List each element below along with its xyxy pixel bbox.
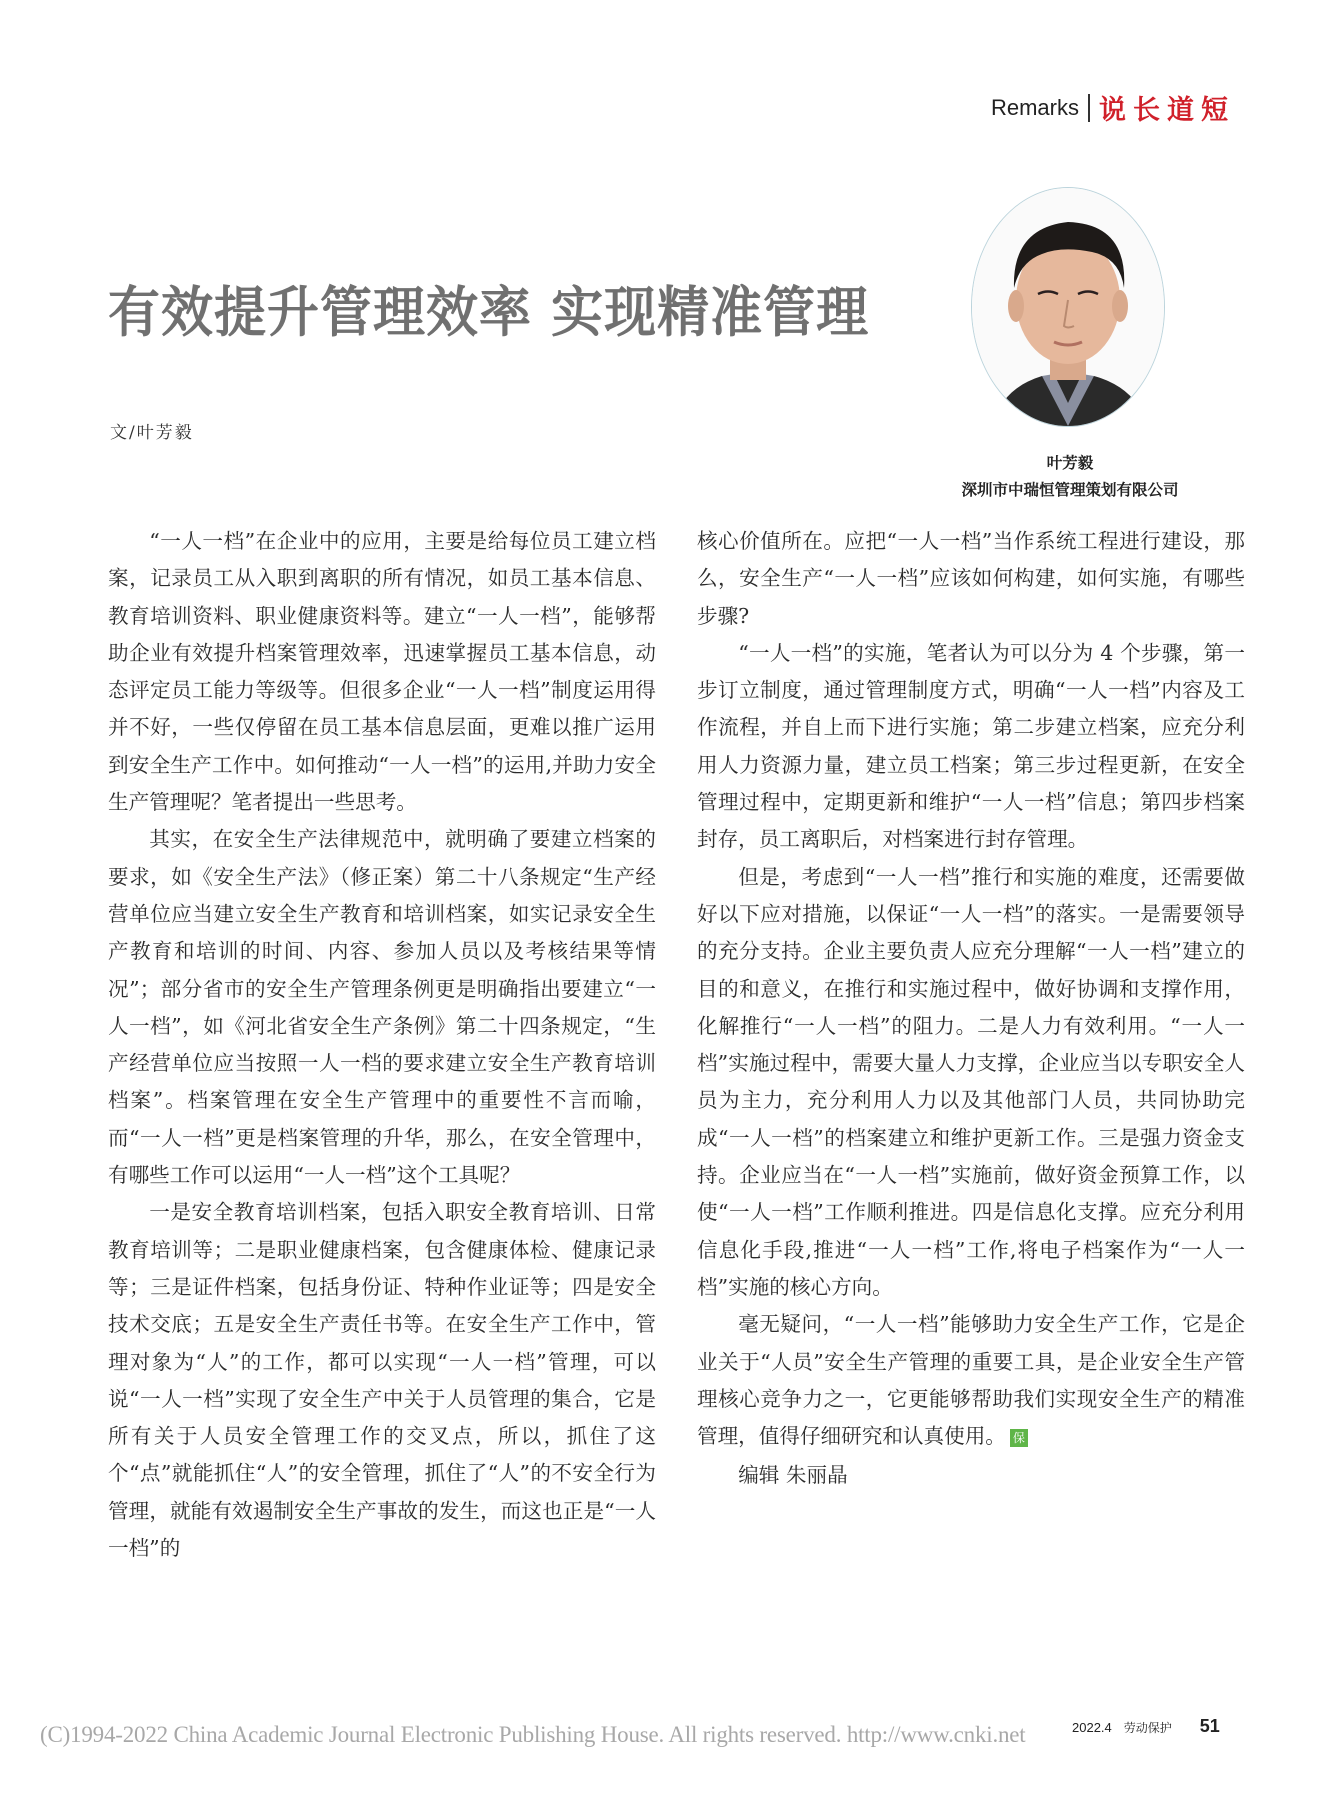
end-mark-icon: 保	[1010, 1429, 1028, 1447]
page-folio	[1072, 1716, 1220, 1737]
article-left-column	[108, 523, 656, 1567]
article-title: 有效提升管理效率 实现精准管理	[108, 281, 870, 345]
section-divider	[1088, 94, 1090, 122]
paragraph: 但是，考虑到“一人一档”推行和实施的难度，还需要做好以下应对措施，以保证“一人一档”的落实。一是需要领导的充分支持。企业主要负责人应充分理解“一人一档”建立的目的和意义，在推行和实施过程中，做好协调和支撑作用，化解推行“一人一档”的阻力。二是人力有效利用。“一人一档”实施过程中，需要大量人力支撑，企业应当以专职安全人员为主力，充分利用人力以及其他部门人员，共同协助完成“一人一档”的档案建立和维护更新工作。三是强力资金支持。企业应当在“一人一档”实施前，做好资金预算工作，以使“一人一档”工作顺利推进。四是信息化支撑。应充分利用信息化手段,推进“一人一档”工作,将电子档案作为“一人一档”实施的核心方向。	[697, 864, 1245, 1299]
section-label-en: Remarks	[990, 94, 1079, 120]
author-name: 叶芳毅	[1046, 454, 1094, 472]
paragraph-continuation: 核心价值所在。应把“一人一档”当作系统工程进行建设，那么，安全生产“一人一档”应该如何构建，如何实施，有哪些步骤?	[697, 529, 1245, 628]
paragraph-closing	[697, 1306, 1245, 1455]
section-label-zh: 说长道短	[1099, 95, 1235, 126]
author-caption	[920, 450, 1220, 504]
page-number: 51	[1199, 1716, 1220, 1736]
author-photo	[971, 187, 1165, 427]
closing-text: 毫无疑问，“一人一档”能够助力安全生产工作，它是企业关于“人员”安全生产管理的重要工具，是企业安全生产管理核心竞争力之一，它更能够帮助我们实现安全生产的精准管理，值得仔细研究和认真使用。	[697, 1312, 1245, 1449]
byline: 文/叶芳毅	[110, 423, 194, 443]
paragraph: 其实，在安全生产法律规范中，就明确了要建立档案的要求，如《安全生产法》（修正案）第二十八条规定“生产经营单位应当建立安全生产教育和培训档案，如实记录安全生产教育和培训的时间、内容、参加人员以及考核结果等情况”；部分省市的安全生产管理条例更是明确指出要建立“一人一档”，如《河北省安全生产条例》第二十四条规定，“生产经营单位应当按照一人一档的要求建立安全生产教育培训档案”。档案管理在安全生产管理中的重要性不言而喻，而“一人一档”更是档案管理的升华，那么，在安全管理中，有哪些工作可以运用“一人一档”这个工具呢？	[108, 827, 656, 1188]
editor-credit: 编辑 朱丽晶	[738, 1463, 848, 1488]
issue-number: 2022.4	[1072, 1720, 1112, 1735]
paragraph: “一人一档”的实施，笔者认为可以分为 4 个步骤，第一步订立制度，通过管理制度方式，明确“一人一档”内容及工作流程，并自上而下进行实施；第二步建立档案，应充分利用人力资源力量，建立员工档案；第三步过程更新，在安全管理过程中，定期更新和维护“一人一档”信息；第四步档案封存，员工离职后，对档案进行封存管理。	[697, 640, 1245, 852]
copyright-notice: (C)1994-2022 China Academic Journal Electronic Publishing House. All rights reserved. http://www.cnki.net	[40, 1722, 1026, 1747]
author-portrait-icon	[972, 188, 1164, 426]
article-right-column	[697, 523, 1245, 1495]
journal-name: 劳动保护	[1123, 1721, 1172, 1735]
author-organization: 深圳市中瑞恒管理策划有限公司	[961, 481, 1179, 499]
paragraph: 一是安全教育培训档案，包括入职安全教育培训、日常教育培训等；二是职业健康档案，包含健康体检、健康记录等；三是证件档案，包括身份证、特种作业证等；四是安全技术交底；五是安全生产责任书等。在安全生产工作中，管理对象为“人”的工作，都可以实现“一人一档”管理，可以说“一人一档”实现了安全生产中关于人员管理的集合，它是所有关于人员安全管理工作的交叉点，所以，抓住了这个“点”就能抓住“人”的安全管理，抓住了“人”的不安全行为管理，就能有效遏制安全生产事故的发生，而这也正是“一人一档”的	[108, 1200, 656, 1561]
paragraph: “一人一档”在企业中的应用，主要是给每位员工建立档案，记录员工从入职到离职的所有情况，如员工基本信息、教育培训资料、职业健康资料等。建立“一人一档”，能够帮助企业有效提升档案管理效率，迅速掌握员工基本信息，动态评定员工能力等级等。但很多企业“一人一档”制度运用得并不好，一些仅停留在员工基本信息层面，更难以推广运用到安全生产工作中。如何推动“一人一档”的运用,并助力安全生产管理呢？笔者提出一些思考。	[108, 529, 656, 815]
section-tag	[991, 88, 1235, 127]
